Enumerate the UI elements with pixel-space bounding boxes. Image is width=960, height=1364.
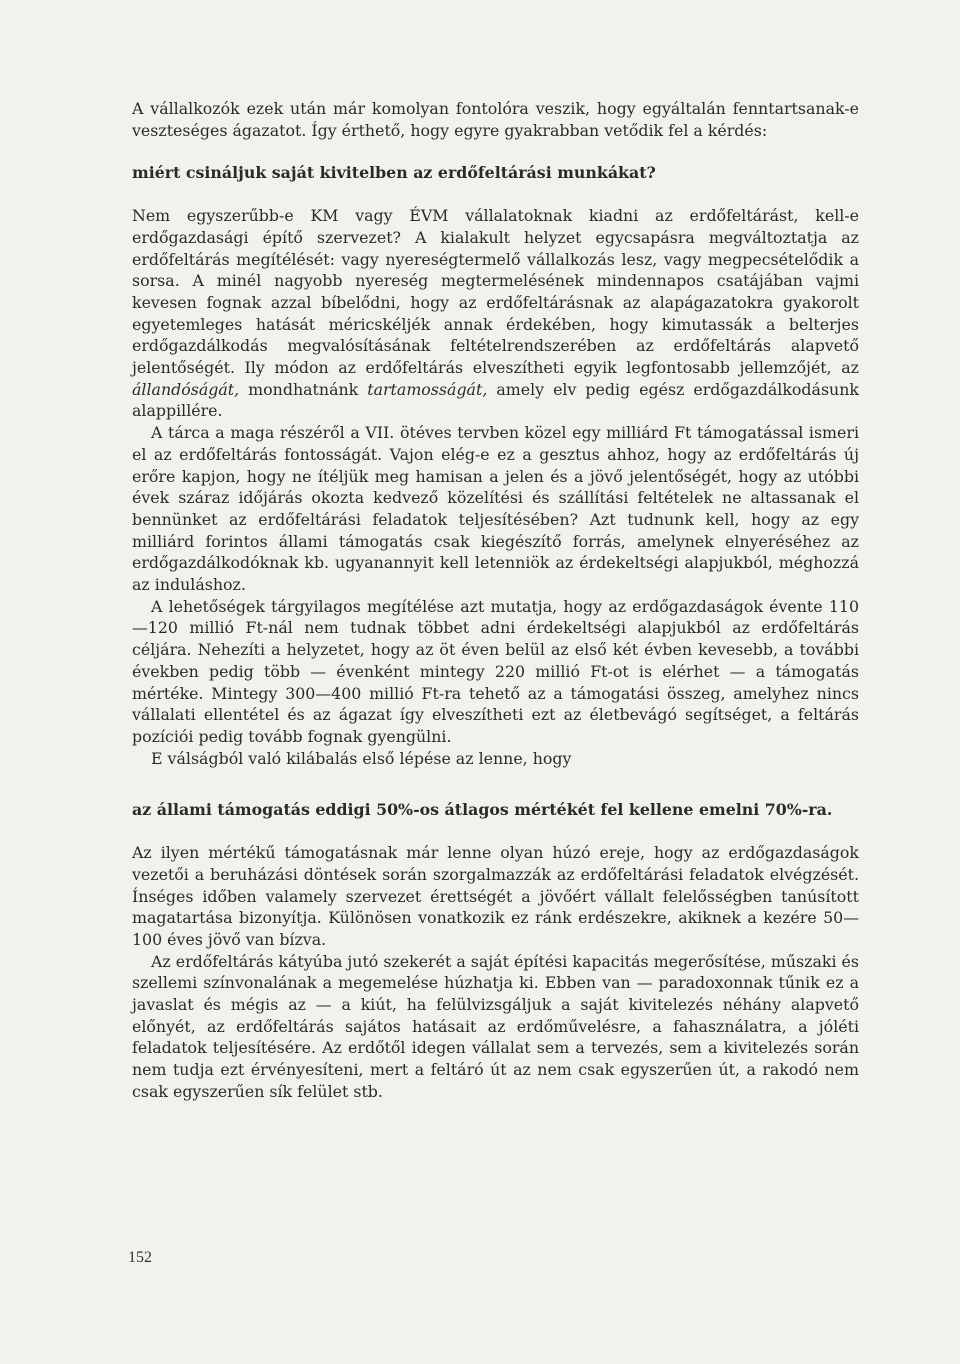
highlighted-proposal: az állami támogatás eddigi 50%-os átlagos mértékét fel kellene emelni 70%-ra. xyxy=(132,800,833,820)
paragraph-capacity: Az erdőfeltárás kátyúba jutó szekerét a saját építési kapacitás megerősítése, műszaki és szellemi színvonalának a megemelése húzhatja ki. Ebben van — paradoxonnak tűnik ez a javaslat és mégis az — a kiút, ha felülvizsgáljuk a saját kivitelezés néhány alapvető előnyét, az erdőfeltárás sajátos hatásait az erdőművelésre, a fahasználatra, a jóléti feladatok teljesítésére. Az erdőtől idegen vállalat sem a tervezés, sem a kivitelezés során nem tudja ezt érvényesíteni, mert a feltáró út az nem csak egyszerűen út, a rakodó nem csak egyszerűen sík felület stb. xyxy=(132,951,859,1101)
paragraph-support: Az ilyen mértékű támogatásnak már lenne olyan húzó ereje, hogy az erdőgazdaságok vezetői a beruházási döntések során szorgalmazzák az erdőfeltárási feladatok elvégzését. Ínséges időben valamely szervezet érettségét a jövőért vállalt felelősségben tanúsított magatartása bizonyítja. Különösen vonatkozik ez ránk erdészekre, akiknek a kezére 50—100 éves jövő van bízva. xyxy=(132,843,859,949)
paragraph-ministry: A tárca a maga részéről a VII. ötéves tervben közel egy milliárd Ft támogatással ismeri el az erdőfeltárás fontosságát. Vajon elég-e ez a gesztus ahhoz, hogy az erdőfeltárás új erőre kapjon, hogy ne ítéljük meg hamisan a jelen és a jövő jelentőségét, hogy az utóbbi évek száraz időjárás okozta kedvező közelítési és szállítási feltételek ne altassanak el bennünket az erdőfeltárási feladatok teljesítésében? Azt tudnunk kell, hogy az egy milliárd forintos állami támogatás csak kiegészítő forrás, amelynek elnyeréséhez az erdőgazdálkodóknak kb. ugyanannyit kell letenniök az érdekeltségi alapjukból, méghozzá az induláshoz. xyxy=(132,423,859,595)
paragraph-intro: A vállalkozók ezek után már komolyan fontolóra veszik, hogy egyáltalán fenntartsanak-e veszteséges ágazatot. Így érthető, hogy egyre gyakrabban vetődik fel a kérdés: xyxy=(132,99,859,140)
italic-term-2: tartamosságát, xyxy=(367,379,488,399)
italic-term-1: állandóságát, xyxy=(132,379,240,399)
highlighted-question: miért csináljuk saját kivitelben az erdőfeltárási munkákat? xyxy=(132,163,656,183)
paragraph-main-text: Nem egyszerűbb-e KM vagy ÉVM vállalatoknak kiadni az erdőfeltárást, kell-e erdőgazdasági építő szervezet? A kialakult helyzet egycsapásra megváltoztatja az erdőfeltárás megítélését: vagy nyereségtermelő vállalkozás lesz, vagy megpecsételődik a sorsa. A minél nagyobb nyereség megtermelésének mindennapos csatájában vajmi kevesen fognak azzal bíbelődni, hogy az erdőfeltárásnak az alapágazatokra gyakorolt egyetemleges hatását méricskéljék annak érdekében, hogy kimutassák a belterjes erdőgazdálkodás megvalósításának feltételrendszerében az erdőfeltárás alapvető jelentőségét. Ily módon az erdőfeltárás elveszítheti egyik legfontosabb jellemzőjét, az xyxy=(132,206,859,378)
paragraph-main-end: amely elv pedig egész erdőgazdálkodásunk alappillére. xyxy=(132,379,859,421)
paragraph-main xyxy=(132,205,859,422)
paragraph-main-mid: mondhatnánk xyxy=(239,379,368,399)
paragraph-possibilities: A lehetőségek tárgyilagos megítélése azt mutatja, hogy az erdőgazdaságok évente 110—120 millió Ft-nál nem tudnak többet adni érdekeltségi alapjukból az erdőfeltárás céljára. Nehezíti a helyzetet, hogy az öt éven belül az első két évben kevesebb, a további években pedig több — évenként mintegy 220 millió Ft-ot is elérhet — a támogatás mértéke. Mintegy 300—400 millió Ft-ra tehető az a támogatási összeg, amelyhez nincs vállalati ellentétel és az ágazat így elveszítheti ezt az életbevágó segítséget, a feltárás pozíciói pedig tovább fognak gyengülni. xyxy=(132,596,859,746)
page-number: 152 xyxy=(128,1249,152,1266)
paragraph-first-step: E válságból való kilábalás első lépése az lenne, hogy xyxy=(151,748,572,768)
body-text xyxy=(132,98,859,1103)
